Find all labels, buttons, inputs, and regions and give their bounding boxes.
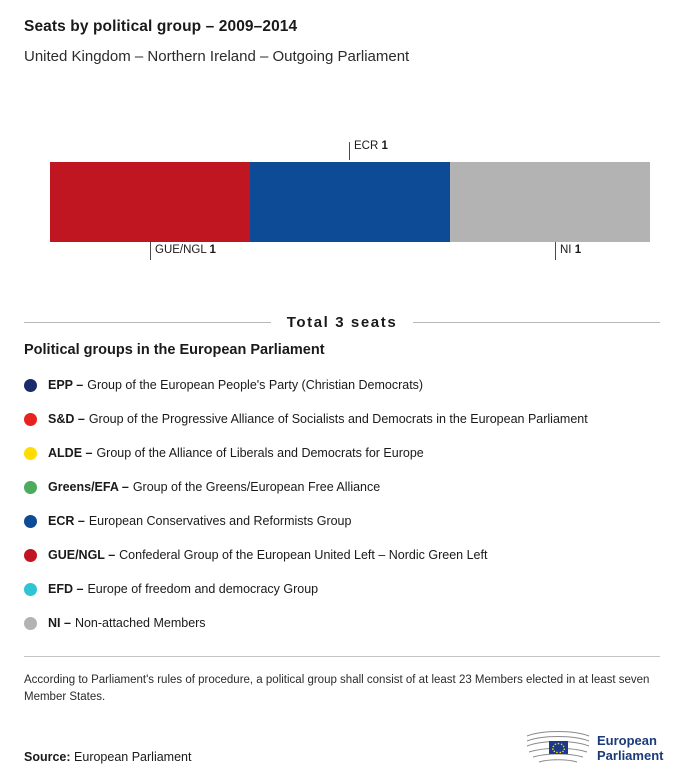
- legend-item-sd: [24, 402, 664, 436]
- legend-abbr: NI –: [48, 616, 71, 630]
- legend-item-greens-efa: [24, 470, 664, 504]
- source-label: Source:: [24, 750, 71, 764]
- legend-item-ecr: [24, 504, 664, 538]
- color-dot-icon: [24, 447, 37, 460]
- ep-emblem-icon: [525, 728, 591, 768]
- legend-item-efd: [24, 572, 664, 606]
- total-seats-row: [24, 310, 660, 334]
- ecr-annotation-value: 1: [381, 140, 388, 152]
- legend-abbr: EFD –: [48, 582, 84, 596]
- color-dot-icon: [24, 583, 37, 596]
- legend: [24, 368, 664, 640]
- gue-ngl-tick: [150, 242, 151, 260]
- ep-wordmark-line1: European: [597, 733, 657, 748]
- total-rule-left: [24, 322, 271, 323]
- legend-title: Political groups in the European Parliament: [24, 342, 325, 358]
- footnote: According to Parliament's rules of procedure, a political group shall consist of at least 23 Members elected in at least seven Member States.: [24, 674, 650, 703]
- legend-item-ni: [24, 606, 664, 640]
- color-dot-icon: [24, 549, 37, 562]
- legend-description: Group of the Alliance of Liberals and Democrats for Europe: [96, 446, 424, 460]
- bar-segment-gue-ngl: [50, 162, 250, 242]
- color-dot-icon: [24, 413, 37, 426]
- footer-divider: [24, 656, 660, 657]
- gue-ngl-annotation-name: GUE/NGL: [155, 244, 207, 256]
- ep-wordmark: [597, 733, 663, 763]
- ni-annotation: [560, 244, 581, 256]
- legend-item-epp: [24, 368, 664, 402]
- bar-segment-ecr: [250, 162, 450, 242]
- ecr-tick: [349, 142, 350, 160]
- source-value: European Parliament: [74, 750, 192, 764]
- total-rule-right: [413, 322, 660, 323]
- ni-annotation-value: 1: [574, 244, 582, 256]
- legend-item-gue-ngl: [24, 538, 664, 572]
- ni-tick: [555, 242, 556, 260]
- ecr-annotation: [354, 140, 388, 152]
- page-subtitle: United Kingdom – Northern Ireland – Outgoing Parliament: [24, 48, 410, 65]
- legend-description: Non-attached Members: [74, 616, 206, 630]
- legend-abbr: ECR –: [48, 514, 85, 528]
- ep-wordmark-line2: Parliament: [597, 748, 664, 763]
- ni-annotation-name: NI: [560, 244, 572, 256]
- ecr-annotation-name: ECR: [354, 140, 379, 152]
- gue-ngl-annotation: [155, 244, 216, 256]
- legend-description: Confederal Group of the European United Left – Nordic Green Left: [119, 548, 488, 562]
- legend-item-alde: [24, 436, 664, 470]
- color-dot-icon: [24, 379, 37, 392]
- legend-description: Group of the Greens/European Free Alliance: [132, 480, 381, 494]
- legend-abbr: S&D –: [48, 412, 85, 426]
- legend-description: Europe of freedom and democracy Group: [87, 582, 319, 596]
- legend-abbr: GUE/NGL –: [48, 548, 116, 562]
- page-title: Seats by political group – 2009–2014: [24, 18, 298, 35]
- legend-description: European Conservatives and Reformists Group: [88, 514, 352, 528]
- stacked-bar: [50, 162, 650, 242]
- bar-segment-ni: [450, 162, 650, 242]
- legend-description: Group of the European People's Party (Christian Democrats): [87, 378, 424, 392]
- color-dot-icon: [24, 481, 37, 494]
- seats-bar-chart: [50, 140, 650, 270]
- legend-abbr: ALDE –: [48, 446, 93, 460]
- legend-abbr: EPP –: [48, 378, 84, 392]
- total-seats-text: Total 3 seats: [286, 313, 398, 331]
- source-line: [24, 750, 191, 764]
- legend-abbr: Greens/EFA –: [48, 480, 129, 494]
- color-dot-icon: [24, 515, 37, 528]
- color-dot-icon: [24, 617, 37, 630]
- legend-description: Group of the Progressive Alliance of Socialists and Democrats in the European Parliament: [88, 412, 588, 426]
- gue-ngl-annotation-value: 1: [209, 244, 216, 256]
- european-parliament-logo: [525, 726, 675, 770]
